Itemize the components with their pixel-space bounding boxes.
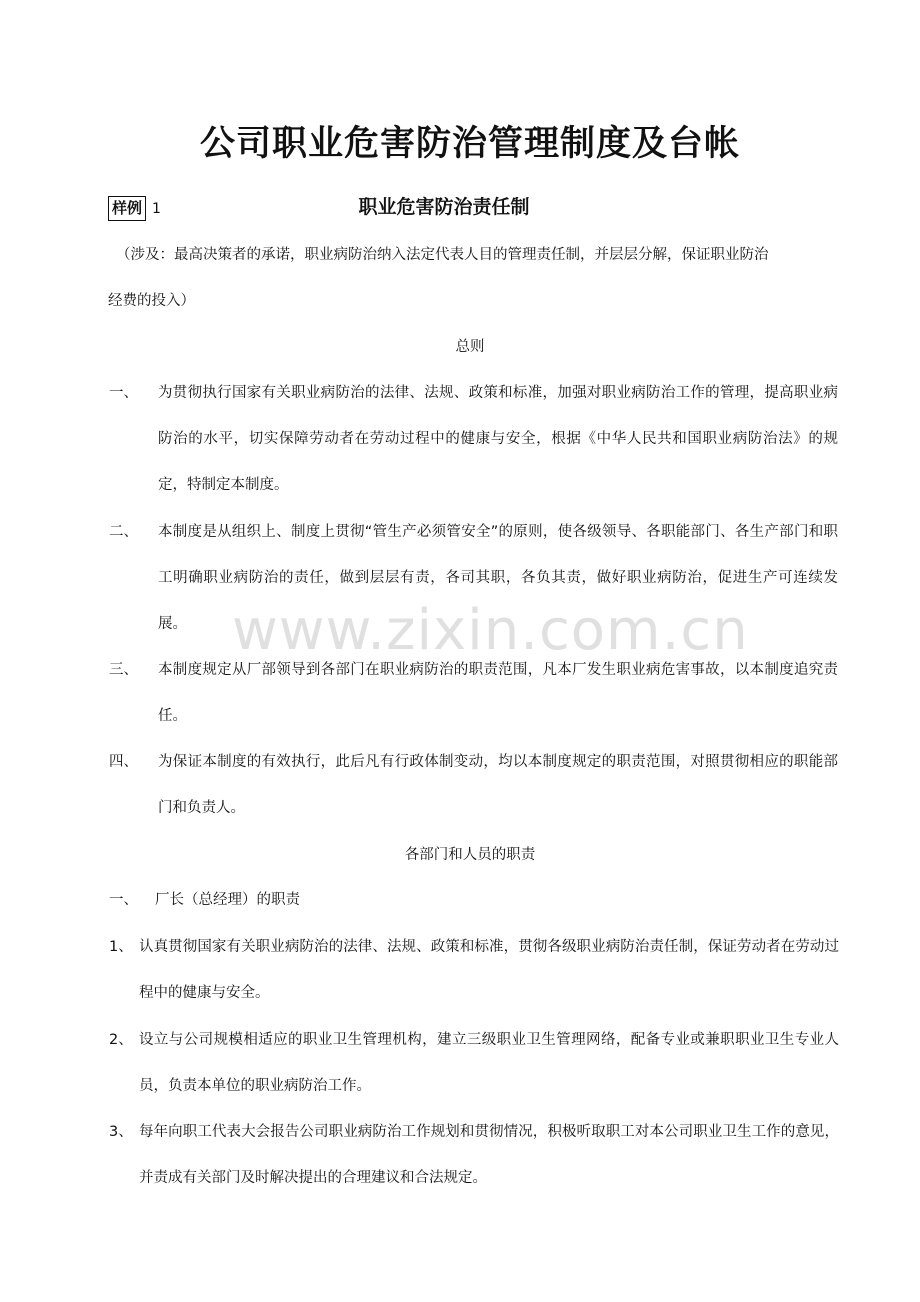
duty-section-title: 厂长（总经理）的职责 [155,892,300,908]
note-line-1: （涉及：最高决策者的承诺，职业病防治纳入法定代表人目的管理责任制，并层层分解，保证职业防治 [116,247,769,263]
duty-item-number: 2、 [109,1032,133,1048]
general-item-text: 本制度是从组织上、制度上贯彻“管生产必须管安全”的原则，使各级领导、各职能部门、各生产部门和职工明确职业病防治的责任，做到层层有责，各司其职，各负其责，做好职业病防治，促进生产可连续发展。 [158,524,838,632]
general-item-number: 一、 [109,385,138,401]
general-item-text: 为贯彻执行国家有关职业病防治的法律、法规、政策和标准，加强对职业病防治工作的管理，提高职业病防治的水平，切实保障劳动者在劳动过程中的健康与安全，根据《中华人民共和国职业病防治法》的规定，特制定本制度。 [158,385,838,493]
sample-row [108,196,848,224]
general-item-number: 四、 [109,754,138,770]
duty-item-number: 1、 [109,939,133,955]
sample-label-box: 样例 [108,196,146,221]
sample-number: 1 [152,201,161,217]
section-title: 职业危害防治责任制 [358,196,530,218]
note-line-2: 经费的投入） [108,293,195,309]
duty-item-text: 每年向职工代表大会报告公司职业病防治工作规划和贯彻情况，积极听取职工对本公司职业卫生工作的意见，并责成有关部门及时解决提出的合理建议和合法规定。 [139,1124,839,1186]
watermark: www.zixin.com.cn [232,598,749,663]
document-title: 公司职业危害防治管理制度及台帐 [199,124,740,164]
general-item-text: 本制度规定从厂部领导到各部门在职业病防治的职责范围，凡本厂发生职业病危害事故，以本制度追究责任。 [158,662,838,724]
duties-heading: 各部门和人员的职责 [404,847,536,863]
duty-section-number: 一、 [109,892,138,908]
duty-item-text: 认真贯彻国家有关职业病防治的法律、法规、政策和标准，贯彻各级职业病防治责任制，保证劳动者在劳动过程中的健康与安全。 [139,939,839,1001]
duty-item-number: 3、 [109,1124,133,1140]
general-item-text: 为保证本制度的有效执行，此后凡有行政体制变动，均以本制度规定的职责范围，对照贯彻相应的职能部门和负责人。 [158,754,838,816]
general-heading: 总则 [455,339,485,355]
general-item-number: 二、 [109,524,138,540]
general-item-number: 三、 [109,662,138,678]
duty-item-text: 设立与公司规模相适应的职业卫生管理机构，建立三级职业卫生管理网络，配备专业或兼职职业卫生专业人员，负责本单位的职业病防治工作。 [139,1032,839,1094]
